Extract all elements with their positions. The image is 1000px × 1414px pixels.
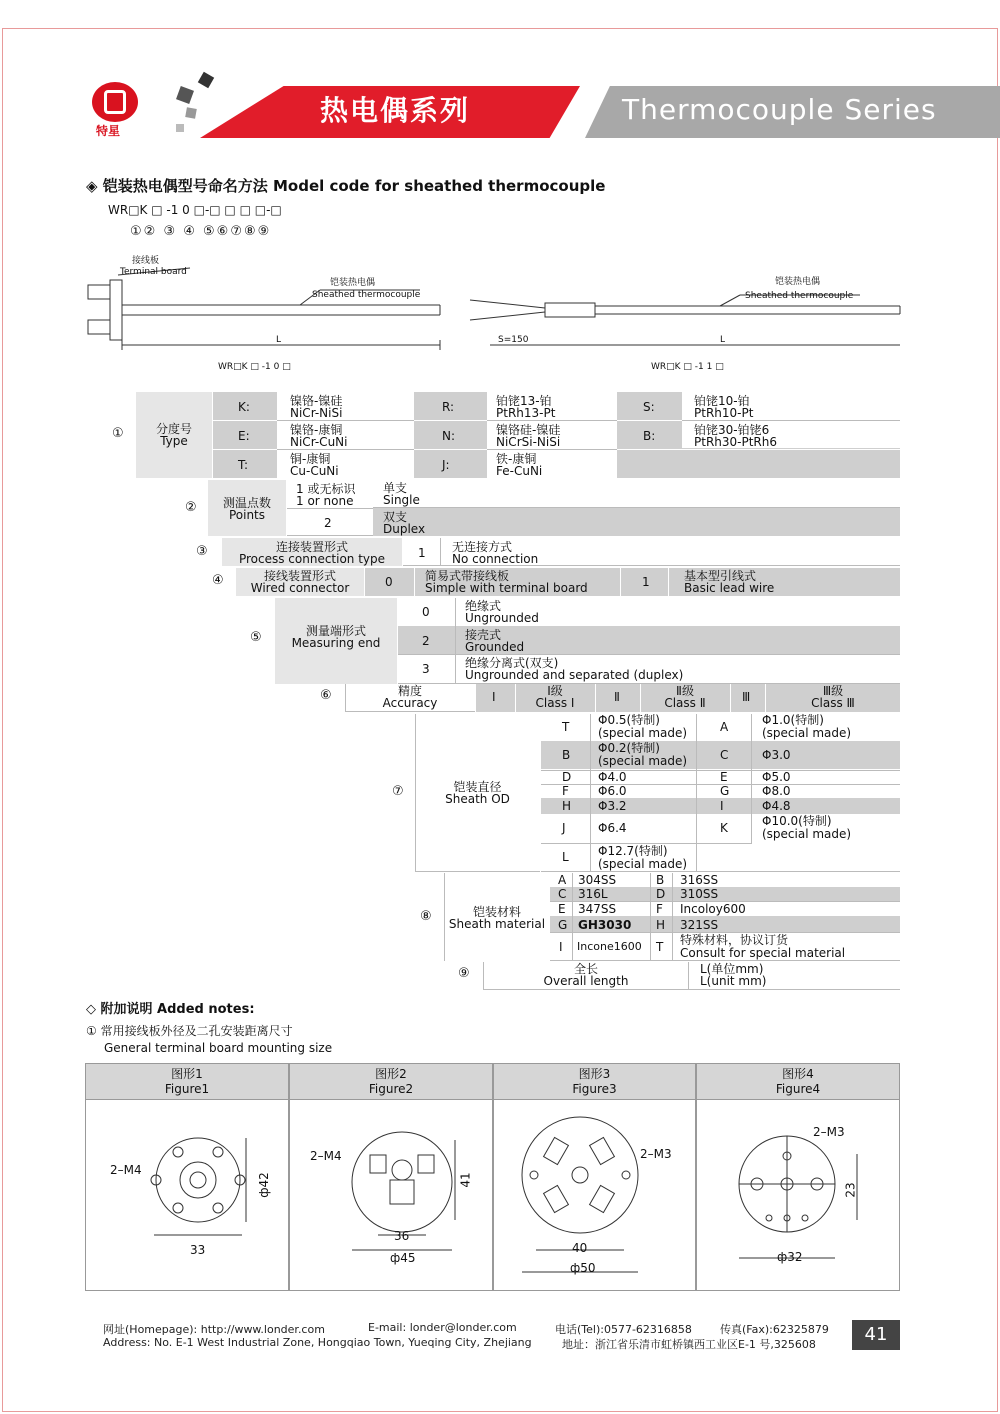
figure-1	[85, 1063, 289, 1291]
od-t-a: Φ0.5(特制)	[598, 713, 660, 727]
row5-num: ⑤	[250, 630, 262, 645]
row7-num: ⑦	[392, 784, 404, 799]
row4-num: ④	[212, 573, 224, 588]
figure-4-cn: 图形4	[782, 1067, 814, 1081]
sheath-label-cn: 铠装热电偶	[330, 278, 376, 288]
type-t-code: T:	[238, 458, 249, 472]
od-c-a: Φ3.0	[762, 748, 791, 762]
od-a-b: (special made)	[762, 726, 852, 740]
mat-g-val: GH3030	[578, 918, 632, 932]
wired-1-cn: 基本型引线式	[684, 569, 757, 583]
figure-3-cn: 图形3	[578, 1067, 611, 1081]
points-1-cn: 1 或无标识	[296, 482, 356, 496]
section-title: ◈ 铠装热电偶型号命名方法 Model code for sheathed thermocouple	[86, 177, 606, 195]
row6-label-en: Accuracy	[382, 696, 438, 710]
figure-1-d2: 33	[190, 1243, 206, 1257]
s150-label: S=150	[498, 335, 529, 345]
row1-num: ①	[112, 426, 124, 441]
wired-1-en: Basic lead wire	[684, 581, 775, 595]
od-l-b: (special made)	[598, 857, 688, 871]
mat-h-code: H	[656, 918, 666, 932]
points-1-en: 1 or none	[296, 494, 354, 508]
row2-label-cn: 测温点数	[222, 496, 271, 510]
type-s-en: PtRh10-Pt	[694, 406, 754, 420]
od-a-a: Φ1.0(特制)	[762, 713, 824, 727]
od-e-a: Φ5.0	[762, 770, 791, 784]
model2-label: WR□K □ -1 1 □	[651, 362, 724, 372]
wired-code-1: 1	[642, 575, 650, 589]
type-b-en: PtRh30-PtRh6	[694, 435, 778, 449]
acc-c3: Ⅲ	[742, 690, 751, 704]
measuring-0-code: 0	[422, 605, 430, 619]
measuring-2-code: 2	[422, 634, 430, 648]
od-f-code: F	[562, 784, 569, 798]
od-d-a: Φ4.0	[598, 770, 627, 784]
row9-label-en: Overall length	[543, 974, 629, 988]
type-e-code: E:	[238, 429, 250, 443]
type-r-en: PtRh13-Pt	[496, 406, 556, 420]
footer-address-en: Address: No. E-1 West Industrial Zone, Hongqiao Town, Yueqing City, Zhejiang	[103, 1336, 532, 1349]
notes-title: ◇ 附加说明 Added notes:	[86, 1002, 255, 1017]
model1-label: WR□K □ -1 0 □	[218, 362, 291, 372]
acc-c3-cn: Ⅲ级	[822, 684, 844, 698]
mat-e-val: 347SS	[578, 902, 617, 916]
od-k-b: (special made)	[762, 827, 852, 841]
measuring-3-cn: 绝缘分离式(双支)	[465, 656, 559, 670]
row1-label-cn: 分度号	[155, 422, 192, 436]
length-label-2: L	[720, 335, 726, 345]
wired-0-cn: 简易式带接线板	[425, 569, 510, 583]
figure-4	[696, 1063, 900, 1291]
figure-4-en: Figure4	[775, 1082, 821, 1096]
od-e-code: E	[720, 770, 728, 784]
mat-h-val: 321SS	[680, 918, 719, 932]
od-i-code: I	[720, 799, 724, 813]
sheath-label-en-2: Sheathed thermocouple	[745, 291, 854, 301]
od-k-code: K	[720, 821, 728, 835]
od-j-a: Φ6.4	[598, 821, 627, 835]
od-g-code: G	[720, 784, 730, 798]
connection-en: No connection	[452, 552, 539, 566]
row5-label-cn: 测量端形式	[305, 624, 366, 638]
measuring-3-code: 3	[422, 662, 430, 676]
figure-1-cn: 图形1	[171, 1067, 203, 1081]
notes-item-en: General terminal board mounting size	[104, 1041, 333, 1055]
figure-4-d1: 23	[843, 1182, 858, 1198]
acc-c1: Ⅰ	[492, 690, 496, 704]
type-t-en: Cu-CuNi	[290, 464, 339, 478]
footer-address-cn: 地址：浙江省乐清市虹桥镇西工业区E-1 号,325608	[562, 1338, 816, 1351]
footer-web: 网址(Homepage): http://www.londer.com	[103, 1323, 325, 1336]
mat-g-code: G	[558, 918, 568, 932]
notes-item-cn: ① 常用接线板外径及二孔安装距离尺寸	[86, 1024, 293, 1038]
footer-email: E-mail: londer@londer.com	[368, 1321, 517, 1334]
od-j-code: J	[562, 821, 566, 835]
length-label-1: L	[276, 335, 282, 345]
row9-num: ⑨	[458, 966, 470, 981]
type-j-code: J:	[442, 458, 450, 472]
mat-t-en: Consult for special material	[680, 946, 846, 960]
type-t-cn: 铜-康铜	[290, 452, 331, 466]
row6-label-cn: 精度	[397, 684, 422, 698]
measuring-2-en: Grounded	[465, 640, 525, 654]
connection-code: 1	[418, 546, 426, 560]
row3-label-en: Process connection type	[238, 552, 386, 566]
od-t-code: T	[562, 720, 570, 734]
figure-2-d3: ф45	[390, 1251, 416, 1265]
mat-t-code: T	[656, 940, 664, 954]
sheath-label-cn-2: 铠装热电偶	[775, 277, 821, 287]
type-s-cn: 铂铑10-铂	[694, 394, 750, 408]
mat-i-val: Incone1600	[577, 940, 642, 953]
type-r-cn: 铂铑13-铂	[496, 394, 552, 408]
wired-code-0: 0	[385, 575, 393, 589]
od-l-a: Φ12.7(特制)	[598, 844, 668, 858]
od-c-code: C	[720, 748, 729, 762]
mat-b-code: B	[656, 873, 665, 887]
footer-tel: 电话(Tel):0577-62316858	[555, 1323, 692, 1336]
measuring-3-en: Ungrounded and separated (duplex)	[465, 668, 684, 682]
figure-2-d1: 41	[458, 1172, 473, 1188]
page-number: 41	[864, 1324, 888, 1345]
logo-mark-icon	[104, 90, 126, 114]
points-single-cn: 单支	[383, 481, 408, 495]
row4-label-cn: 接线装置形式	[263, 569, 336, 583]
type-n-code: N:	[442, 429, 456, 443]
acc-c2-cn: Ⅱ级	[676, 684, 694, 698]
figure-4-m: 2–M3	[813, 1125, 845, 1139]
type-b-cn: 铂铑30-铂铑6	[694, 423, 770, 437]
row8-label-en: Sheath material	[448, 917, 546, 931]
mat-d-val: 310SS	[680, 887, 719, 901]
mat-c-code: C	[558, 887, 567, 901]
terminal-label-cn: 接线板	[132, 256, 160, 266]
figure-1-m: 2–M4	[110, 1163, 142, 1177]
row5-label-en: Measuring end	[291, 636, 381, 650]
cn-title: 热电偶系列	[320, 94, 471, 127]
connection-cn: 无连接方式	[452, 540, 513, 554]
type-n-en: NiCrSi-NiSi	[496, 435, 561, 449]
figure-4-d3: ф32	[777, 1250, 803, 1264]
figure-3-en: Figure3	[572, 1082, 617, 1096]
figure-3-d2: 40	[572, 1241, 588, 1255]
od-b-a: Φ0.2(特制)	[598, 741, 660, 755]
points-single-en: Single	[383, 493, 420, 507]
row1-label-en: Type	[160, 434, 188, 448]
figure-1-d1: ф42	[256, 1172, 271, 1198]
acc-c1-cn: Ⅰ级	[547, 684, 563, 698]
row7-label-en: Sheath OD	[445, 792, 510, 806]
od-f-a: Φ6.0	[598, 784, 627, 798]
row7-label-cn: 铠装直径	[453, 780, 502, 794]
od-t-b: (special made)	[598, 726, 688, 740]
row4-label-en: Wired connector	[250, 581, 350, 595]
footer-fax: 传真(Fax):62325879	[720, 1323, 829, 1336]
mat-f-code: F	[656, 902, 663, 916]
od-h-code: H	[562, 799, 572, 813]
page-number-box	[852, 1320, 900, 1350]
figure-3	[493, 1063, 696, 1291]
mat-a-val: 304SS	[578, 873, 617, 887]
length-en: L(unit mm)	[700, 974, 767, 988]
row8-num: ⑧	[420, 909, 432, 924]
brand-name: 特星	[96, 124, 121, 138]
type-e-cn: 镍铬-康铜	[290, 423, 343, 437]
figure-2-cn: 图形2	[375, 1067, 407, 1081]
points-duplex-en: Duplex	[383, 522, 426, 536]
row9-label-cn: 全长	[573, 962, 598, 976]
type-k-code: K:	[238, 400, 250, 414]
points-duplex-cn: 双支	[383, 510, 408, 524]
mat-d-code: D	[656, 887, 666, 901]
figure-2	[289, 1063, 493, 1291]
type-k-en: NiCr-NiSi	[290, 406, 343, 420]
model-code: WR□K □ -1 0 □-□ □ □ □-□	[108, 203, 282, 217]
measuring-0-en: Ungrounded	[465, 611, 539, 625]
row2-label-en: Points	[228, 508, 266, 522]
figure-2-m: 2–M4	[310, 1149, 342, 1163]
mat-e-code: E	[558, 902, 566, 916]
row3-label-cn: 连接装置形式	[275, 540, 348, 554]
sheath-label-en: Sheathed thermocouple	[312, 290, 421, 300]
wired-0-en: Simple with terminal board	[425, 581, 588, 595]
acc-c2: Ⅱ	[614, 690, 620, 704]
model-digits: ①② ③ ④ ⑤⑥⑦⑧⑨	[130, 224, 272, 239]
type-j-cn: 铁-康铜	[496, 452, 537, 466]
od-k-a: Φ10.0(特制)	[762, 814, 832, 828]
row2-num: ②	[185, 500, 197, 515]
figure-2-en: Figure2	[368, 1082, 414, 1096]
type-r-code: R:	[442, 400, 455, 414]
type-b-code: B:	[643, 429, 656, 443]
row8-label-cn: 铠装材料	[472, 905, 521, 919]
mat-b-val: 316SS	[680, 873, 719, 887]
type-s-code: S:	[643, 400, 655, 414]
mat-f-val: Incoloy600	[680, 902, 746, 916]
figure-3-d3: ф50	[570, 1261, 596, 1275]
mat-i-code: I	[559, 940, 563, 954]
length-cn: L(单位mm)	[700, 962, 764, 976]
type-n-cn: 镍铬硅-镍硅	[496, 423, 561, 437]
acc-c3-en: Class Ⅲ	[811, 696, 855, 710]
figure-2-d2: 36	[394, 1229, 410, 1243]
measuring-2-cn: 接壳式	[465, 628, 502, 642]
row3-num: ③	[196, 544, 208, 559]
od-b-b: (special made)	[598, 754, 688, 768]
mat-t-cn: 特殊材料，协议订货	[680, 933, 789, 947]
od-h-a: Φ3.2	[598, 799, 627, 813]
od-l-code: L	[562, 850, 569, 864]
acc-c1-en: Class Ⅰ	[535, 696, 575, 710]
acc-c2-en: Class Ⅱ	[664, 696, 706, 710]
terminal-label-en: Terminal board	[120, 267, 187, 277]
decor-square-4-icon	[176, 124, 184, 132]
mat-c-val: 316L	[578, 887, 608, 901]
od-b-code: B	[562, 748, 571, 762]
en-title: Thermocouple Series	[622, 93, 937, 126]
type-e-en: NiCr-CuNi	[290, 435, 348, 449]
thermocouple-drawing	[80, 250, 920, 375]
points-2: 2	[324, 516, 332, 530]
od-g-a: Φ8.0	[762, 784, 791, 798]
od-i-a: Φ4.8	[762, 799, 791, 813]
measuring-0-cn: 绝缘式	[465, 599, 502, 613]
type-k-cn: 镍铬-镍硅	[290, 394, 343, 408]
mat-a-code: A	[558, 873, 567, 887]
figure-3-m: 2–M3	[640, 1147, 672, 1161]
figure-1-en: Figure1	[164, 1082, 210, 1096]
row6-num: ⑥	[320, 688, 332, 703]
type-j-en: Fe-CuNi	[496, 464, 543, 478]
decor-square-3-icon	[185, 107, 197, 119]
od-a-code: A	[720, 720, 729, 734]
od-d-code: D	[562, 770, 572, 784]
